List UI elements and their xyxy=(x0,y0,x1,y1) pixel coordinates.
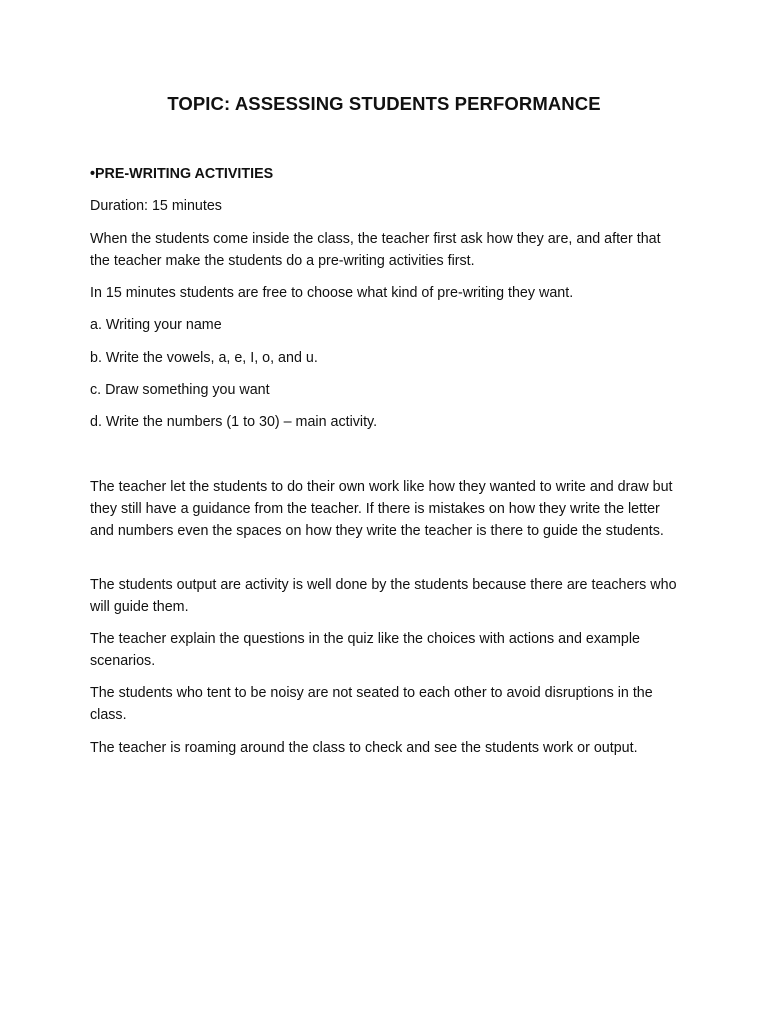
duration-text: Duration: 15 minutes xyxy=(90,198,222,214)
section-heading: •PRE-WRITING ACTIVITIES xyxy=(90,166,274,182)
observation-paragraph: The teacher let the students to do their own work like how they wanted to write and draw but they still have a guidance from the teacher. If there is mistakes on how they write the letter and numbers even the spaces on how they write the teacher is there to guide the students. xyxy=(90,479,673,539)
choice-paragraph: In 15 minutes students are free to choose what kind of pre-writing they want. xyxy=(90,285,574,301)
intro-paragraph: When the students come inside the class, the teacher first ask how they are, and after that the teacher make the students do a pre-writing activities first. xyxy=(90,231,661,269)
document-title: TOPIC: ASSESSING STUDENTS PERFORMANCE xyxy=(167,93,601,114)
observation-paragraph: The students output are activity is well done by the students because there are teachers who will guide them. xyxy=(90,577,677,615)
observation-paragraph: The teacher explain the questions in the quiz like the choices with actions and example scenarios. xyxy=(90,631,640,669)
list-item: a. Writing your name xyxy=(90,317,222,333)
list-item: d. Write the numbers (1 to 30) – main activity. xyxy=(90,414,378,430)
list-item: b. Write the vowels, a, e, I, o, and u. xyxy=(90,350,318,366)
observation-paragraph: The teacher is roaming around the class to check and see the students work or output. xyxy=(90,740,638,756)
observation-paragraph: The students who tent to be noisy are not seated to each other to avoid disruptions in the class. xyxy=(90,685,653,723)
list-item: c. Draw something you want xyxy=(90,382,270,398)
